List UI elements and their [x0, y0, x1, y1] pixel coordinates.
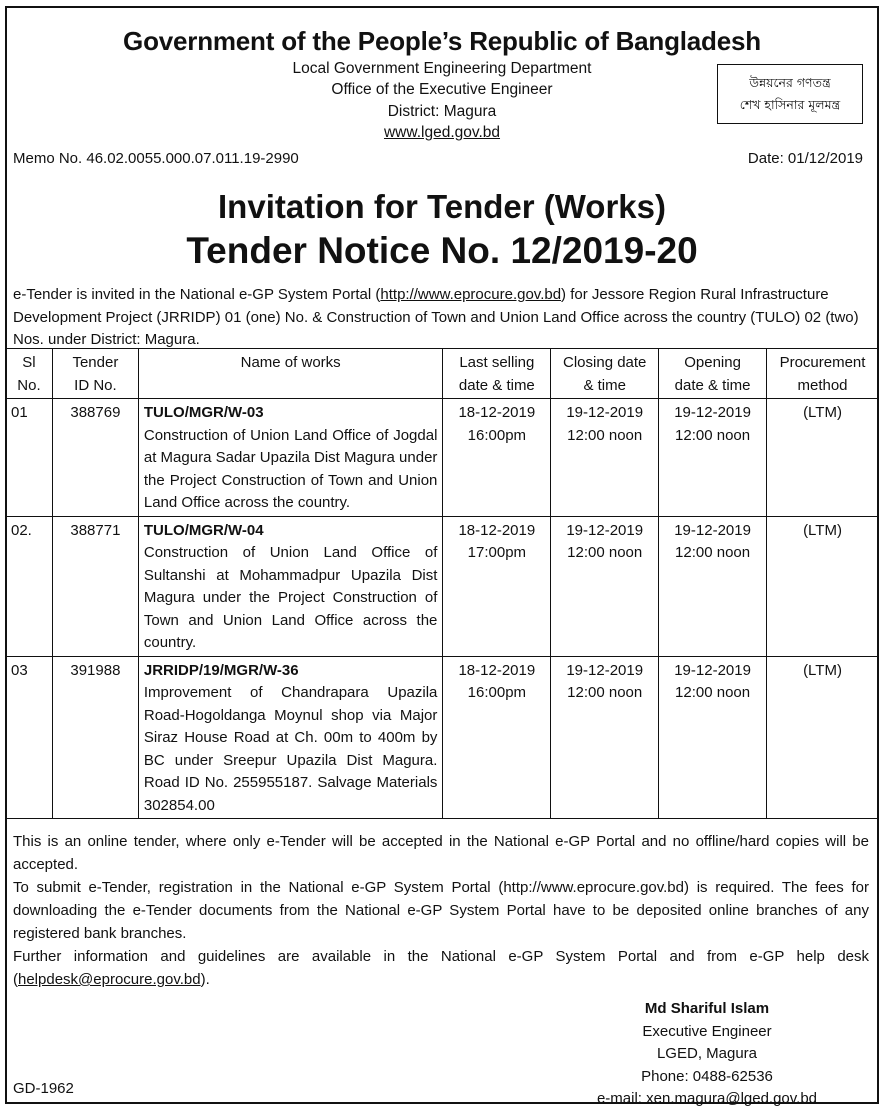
- intro-text-after: ) for Jessore Region Rural Infrastructure Development Project (JRRIDP) 01 (one) No. & Construction of Town and Union Land Office across the country (TULO) 02 (two) Nos. under District: Magura.: [13, 286, 859, 348]
- work-description: Construction of Union Land Office of Sultanshi at Mohammadpur Upazila Dist Magura under the Project Construction of Town and Union Land Office across the country.: [143, 544, 438, 651]
- row-tender-id: 388769: [52, 399, 138, 517]
- row-sl: 02.: [6, 516, 53, 656]
- work-description: Improvement of Chandrapara Upazila Road-Hogoldanga Moynul shop via Major Siraz House Road at Ch. 00m to 400m by BC under Sreepur Upazila Dist Magura. Road ID No. 255955187. Salvage Materials 302854.00: [143, 684, 438, 814]
- row-work: [138, 399, 443, 517]
- slogan-line-2: শেখ হাসিনার মূলমন্ত্র: [739, 97, 841, 112]
- header-procurement: Procurement method: [767, 349, 879, 399]
- row-sl: 01: [6, 399, 53, 517]
- memo-number: Memo No. 46.02.0055.000.07.011.19-2990: [13, 150, 299, 167]
- table-row: [6, 516, 879, 656]
- row-tender-id: 388771: [52, 516, 138, 656]
- signatory-name: Md Shariful Islam: [644, 1000, 770, 1017]
- row-last-selling: 18-12-2019 16:00pm: [443, 399, 551, 517]
- district-name: District: Magura: [387, 103, 497, 120]
- table-header-row: [6, 349, 879, 399]
- row-closing: 19-12-2019 12:00 noon: [551, 656, 659, 819]
- row-tender-id: 391988: [52, 656, 138, 819]
- row-method: (LTM): [767, 399, 879, 517]
- row-work: [138, 516, 443, 656]
- table-row: [6, 656, 879, 819]
- signatory-designation: Executive Engineer: [642, 1022, 772, 1040]
- row-method: (LTM): [767, 516, 879, 656]
- department-name: Local Government Engineering Department: [292, 60, 592, 77]
- website-text: www.lged.gov.bd: [383, 124, 501, 141]
- intro-text-before: e-Tender is invited in the National e-GP System Portal (: [13, 286, 381, 303]
- header-tender-id: Tender ID No.: [52, 349, 138, 399]
- header-closing: Closing date & time: [551, 349, 659, 399]
- row-opening: 19-12-2019 12:00 noon: [659, 656, 767, 819]
- row-closing: 19-12-2019 12:00 noon: [551, 399, 659, 517]
- invitation-title: Invitation for Tender (Works): [218, 188, 666, 225]
- row-last-selling: 18-12-2019 16:00pm: [443, 656, 551, 819]
- helpdesk-email-link[interactable]: helpdesk@eprocure.gov.bd: [18, 971, 201, 988]
- work-code: TULO/MGR/W-03: [143, 404, 264, 421]
- slogan-line-1: উন্নয়নের গণতন্ত্র: [749, 75, 831, 90]
- row-work: [138, 656, 443, 819]
- table-row: [6, 399, 879, 517]
- row-opening: 19-12-2019 12:00 noon: [659, 516, 767, 656]
- signatory-email: e-mail: xen.magura@lged.gov.bd: [596, 1090, 818, 1107]
- row-sl: 03: [6, 656, 53, 819]
- header-last-selling: Last selling date & time: [443, 349, 551, 399]
- notes-section: [13, 830, 869, 991]
- note-registration: To submit e-Tender, registration in the National e-GP System Portal (http://www.eprocure.gov.bd) is required. The fees for downloading the e-Tender documents from the National e-GP System Portal have to be deposited online branches of any registered bank branches.: [13, 879, 869, 942]
- tender-notice-document: [5, 6, 879, 1107]
- eprocure-link[interactable]: http://www.eprocure.gov.bd: [380, 286, 562, 303]
- header-name-of-works: Name of works: [138, 349, 443, 399]
- signatory-phone: Phone: 0488-62536: [641, 1067, 773, 1085]
- intro-paragraph: [13, 284, 869, 352]
- note-further-info: Further information and guidelines are available in the National e-GP System Portal and from e-GP help desk (helpdesk@eprocure.gov.bd).: [13, 948, 869, 988]
- slogan-box: [717, 64, 863, 124]
- row-last-selling: 18-12-2019 17:00pm: [443, 516, 551, 656]
- tender-table: [5, 348, 879, 819]
- gd-number: GD-1962: [13, 1080, 74, 1097]
- signature-block: [547, 998, 867, 1111]
- work-code: TULO/MGR/W-04: [143, 521, 264, 539]
- government-title: Government of the People’s Republic of Bangladesh: [123, 26, 761, 56]
- memo-date: Date: 01/12/2019: [747, 150, 863, 167]
- tender-notice-title: Tender Notice No. 12/2019-20: [186, 230, 698, 271]
- website-link[interactable]: [7, 124, 877, 142]
- row-method: (LTM): [767, 656, 879, 819]
- signatory-office: LGED, Magura: [656, 1045, 758, 1062]
- office-name: Office of the Executive Engineer: [331, 81, 553, 98]
- header-sl: Sl No.: [6, 349, 53, 399]
- work-code: JRRIDP/19/MGR/W-36: [143, 661, 299, 679]
- work-description: Construction of Union Land Office of Jogdal at Magura Sadar Upazila Dist Magura under the Project Construction of Town and Union Land Office across the country.: [143, 426, 438, 511]
- header-opening: Opening date & time: [659, 349, 767, 399]
- row-opening: 19-12-2019 12:00 noon: [659, 399, 767, 517]
- note-online-tender: This is an online tender, where only e-Tender will be accepted in the National e-GP Portal and no offline/hard copies will be accepted.: [13, 833, 869, 873]
- row-closing: 19-12-2019 12:00 noon: [551, 516, 659, 656]
